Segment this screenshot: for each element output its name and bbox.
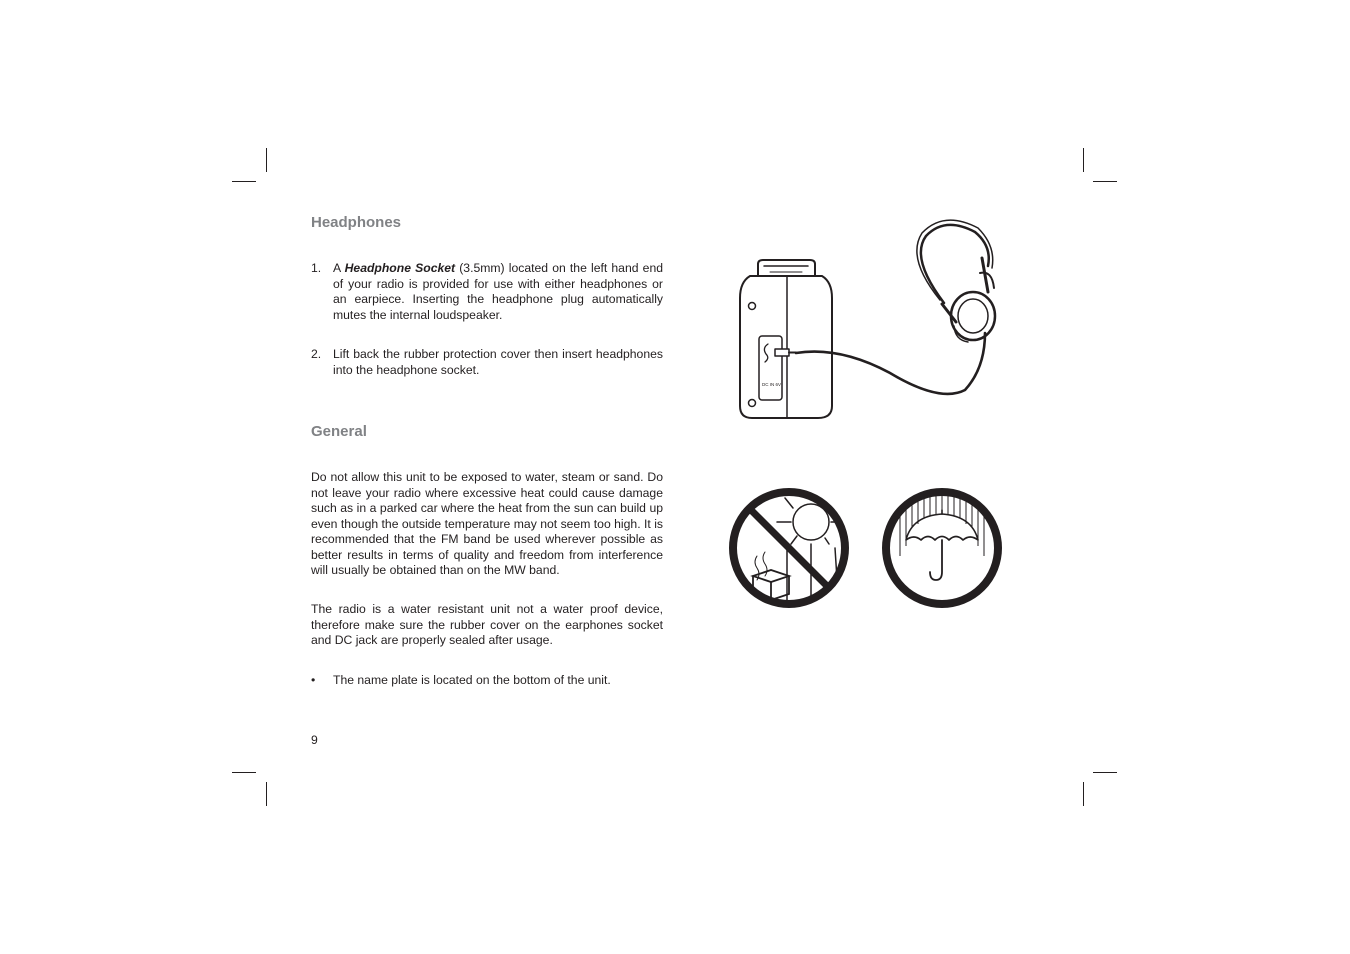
list-number: 1. — [311, 261, 322, 275]
socket-panel — [759, 336, 782, 400]
headband — [921, 225, 989, 303]
crop-mark — [1093, 772, 1117, 773]
headphone-plug — [775, 349, 789, 356]
socket-label: DC IN 6V — [762, 382, 782, 387]
list-text: A Headphone Socket (3.5mm) located on the left hand end of your radio is provided for use with either headphones or an earpiece. Inserting the headphone plug automatically mutes the internal loudspeaker. — [333, 261, 663, 322]
umbrella-icon — [906, 514, 978, 540]
crop-mark — [1083, 148, 1084, 172]
bullet-item — [311, 673, 663, 689]
radio-headphones-illustration — [730, 218, 1010, 428]
general-paragraph-2: The radio is a water resistant unit not a water proof device, therefore make sure the rubber cover on the earphones socket and DC jack are properly sealed after usage. — [311, 602, 663, 647]
crop-mark — [232, 772, 256, 773]
rain-umbrella-illustration — [880, 486, 1004, 610]
list-item — [311, 347, 663, 378]
list-number: 2. — [311, 347, 322, 361]
page-number: 9 — [311, 733, 318, 747]
sun-icon — [793, 504, 829, 540]
radio-handle — [758, 260, 815, 276]
bullet-marker: • — [311, 673, 316, 687]
crop-mark — [266, 782, 267, 806]
screw-icon — [749, 303, 756, 310]
headphone-socket-term: Headphone Socket — [344, 261, 456, 275]
crop-mark — [232, 181, 256, 182]
screw-icon — [749, 400, 756, 407]
crop-mark — [1083, 782, 1084, 806]
bullet-text: The name plate is located on the bottom of the unit. — [333, 673, 611, 687]
crop-mark — [1093, 181, 1117, 182]
section-title-general: General — [311, 423, 367, 440]
list-item — [311, 261, 663, 323]
radio-body — [740, 276, 832, 418]
headphone-cable — [796, 333, 985, 394]
crop-mark — [266, 148, 267, 172]
no-heat-illustration — [727, 486, 851, 610]
section-title-headphones: Headphones — [311, 214, 402, 231]
general-paragraph-1: Do not allow this unit to be exposed to water, steam or sand. Do not leave your radio where excessive heat could cause damage such as in a parked car where the heat from the sun can build up even though the outside temperature may not seem too high. It is recommended that the FM band be used wherever possible as better results in terms of quality and freedom from interference will usually be obtained than on the MW band. — [311, 470, 663, 577]
list-text: Lift back the rubber protection cover then insert headphones into the headphone socket. — [333, 347, 663, 377]
